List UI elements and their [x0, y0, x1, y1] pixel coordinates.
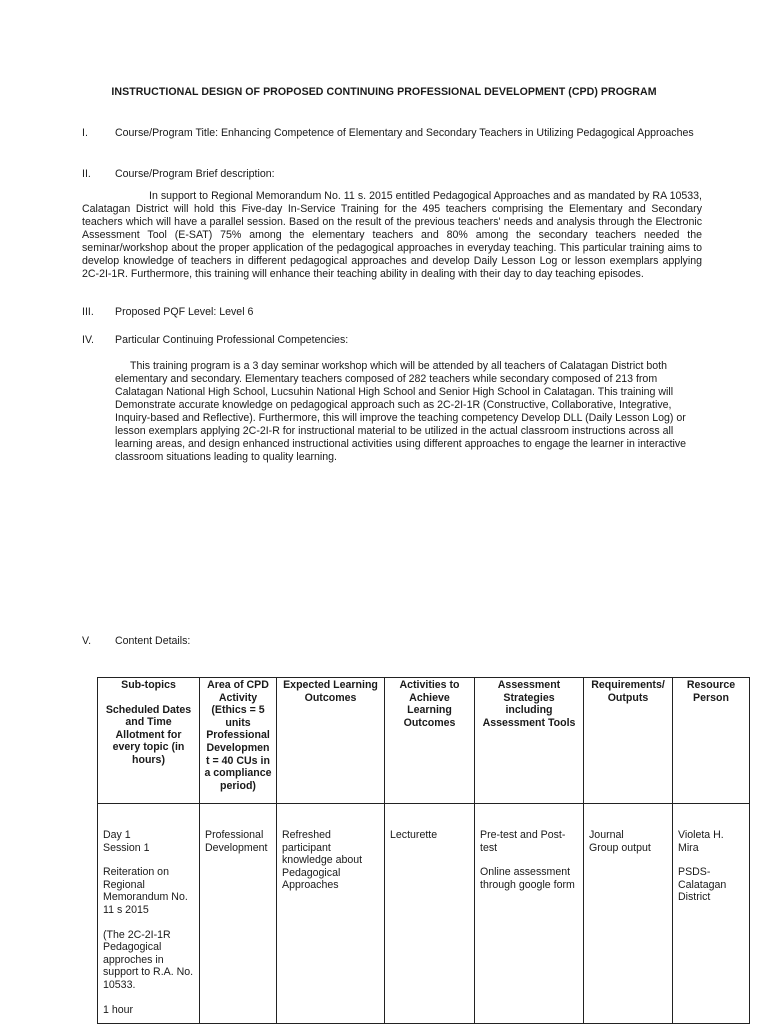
section-number: IV. — [82, 334, 94, 346]
cell-outcomes: Refreshed participant knowledge about Pedagogical Approaches — [277, 804, 385, 1024]
section-competencies — [82, 334, 702, 347]
table-row — [98, 804, 750, 1024]
header-activities: Activities to Achieve Learning Outcomes — [385, 678, 475, 804]
section-pqf-level — [82, 306, 702, 319]
cell-assessment: Pre-test and Post-test Online assessment through google form — [475, 804, 584, 1024]
section-text: Proposed PQF Level: Level 6 — [115, 306, 254, 318]
header-subtopics: Sub-topics Scheduled Dates and Time Allotment for every topic (in hours) — [98, 678, 200, 804]
section-number: V. — [82, 635, 92, 647]
table-header-row — [98, 678, 750, 804]
header-outcomes: Expected Learning Outcomes — [277, 678, 385, 804]
section-text: Content Details: — [115, 635, 191, 647]
cell-activities: Lecturette — [385, 804, 475, 1024]
section-text: Particular Continuing Professional Competencies: — [115, 334, 349, 346]
content-details-table — [97, 677, 750, 1024]
document-title: INSTRUCTIONAL DESIGN OF PROPOSED CONTINUING PROFESSIONAL DEVELOPMENT (CPD) PROGRAM — [111, 86, 657, 98]
section-number: II. — [82, 168, 91, 180]
section-number: III. — [82, 306, 94, 318]
header-area: Area of CPD Activity (Ethics = 5 units Professional Developmen t = 40 CUs in a compliance period) — [200, 678, 277, 804]
competencies-paragraph: This training program is a 3 day seminar workshop which will be attended by all teachers of Calatagan District both elementary and secondary. Elementary teachers composed of 282 teachers while secondary composed of 213 from Calatagan National High School, Lucsuhin National High School and Senior High School in Calatagan. This training will Demonstrate accurate knowledge on pedagogical approach such as 2C-2I-1R (Constructive, Collaborative, Integrative, Inquiry-based and Reflective). Furthermore, this will improve the teaching competency Develop DLL (Daily Lesson Log) or lesson exemplars applying 2C-2I-R for instructional material to be utilized in the actual classroom instructions across all learning areas, and design enhanced instructional activities using different approaches to engage the learner in interactive classroom situations leading to quality learning. — [115, 360, 687, 463]
section-text: Course/Program Brief description: — [115, 168, 275, 180]
cell-subtopic: Day 1 Session 1 Reiteration on Regional Memorandum No. 11 s 2015 (The 2C-2I-1R Pedagogical approches in support to R.A. No. 10533. 1 hour — [98, 804, 200, 1024]
section-course-title — [82, 127, 702, 140]
cell-resource: Violeta H. Mira PSDS-Calatagan District — [673, 804, 750, 1024]
header-assessment: Assessment Strategies including Assessment Tools — [475, 678, 584, 804]
header-resource: Resource Person — [673, 678, 750, 804]
section-text: Course/Program Title: Enhancing Competence of Elementary and Secondary Teachers in Utilizing Pedagogical Approaches — [115, 127, 694, 139]
cell-area: Professional Development — [200, 804, 277, 1024]
cell-requirements: Journal Group output — [584, 804, 673, 1024]
header-requirements: Requirements/ Outputs — [584, 678, 673, 804]
section-content-details — [82, 635, 702, 648]
header-scheduled: Scheduled Dates and Time Allotment for every topic (in hours) — [105, 703, 192, 766]
section-brief-description — [82, 168, 702, 181]
section-number: I. — [82, 127, 88, 139]
description-paragraph: In support to Regional Memorandum No. 11 s. 2015 entitled Pedagogical Approaches and as mandated by RA 10533, Calatagan District will hold this Five-day In-Service Training for the 495 teachers comprising the Elementary and Secondary teachers which will have a parallel session. Based on the result of the previous teachers' needs and analysis through the Electronic Assessment Tool (E-SAT) 75% among the elementary teachers and 80% among the secondary teachers needed the seminar/workshop about the proper application of the pedagogical approaches in everyday teaching. This particular training aims to develop knowledge of teachers in different pedagogical approaches and develop Daily Lesson Log or lesson exemplars applying 2C-2I-1R. Furthermore, this training will enhance their teaching ability in dealing with their day to day teaching episodes. — [82, 190, 702, 280]
